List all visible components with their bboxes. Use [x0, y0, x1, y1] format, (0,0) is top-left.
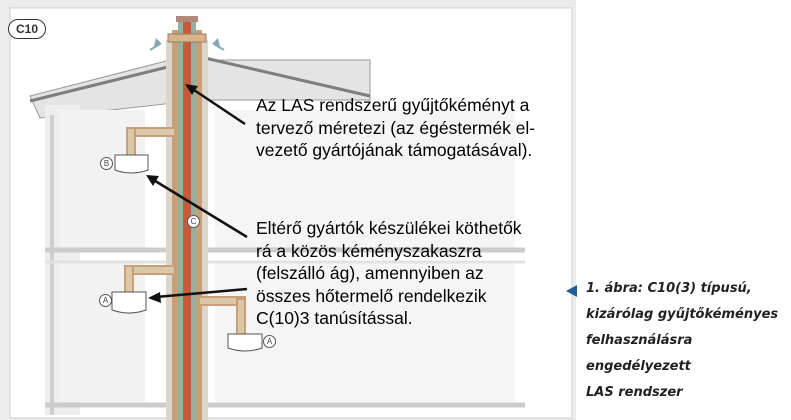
- caption-line: engedélyezett: [586, 359, 691, 374]
- appliance-label-a-right: A: [263, 335, 276, 348]
- appliance-label-b: B: [100, 157, 113, 170]
- system-type-badge: C10: [8, 19, 46, 39]
- appliance-label-a-left: A: [99, 294, 112, 307]
- riser-label-c: C: [187, 215, 200, 228]
- annotation-manufacturer-compatibility: Eltérő gyártók készülékei köthetők rá a közös kéményszakaszra (felszálló ág), amennyiben az összes hőtermelő rendelkezik C(10)3 tanúsítással.: [256, 218, 522, 328]
- caption-line: felhasználásra: [586, 333, 693, 348]
- caption-line: 1. ábra: C10(3) típusú,: [586, 281, 752, 296]
- caption-line: LAS rendszer: [586, 385, 683, 400]
- caption-line: kizárólag gyűjtőkéményes: [586, 307, 779, 322]
- annotation-designer-sizing: Az LAS rendszerű gyűjtőkéményt a tervező méretezi (az égéstermék el- vezető gyártójának támogatásával).: [256, 95, 536, 160]
- caption-marker-icon: [566, 285, 577, 297]
